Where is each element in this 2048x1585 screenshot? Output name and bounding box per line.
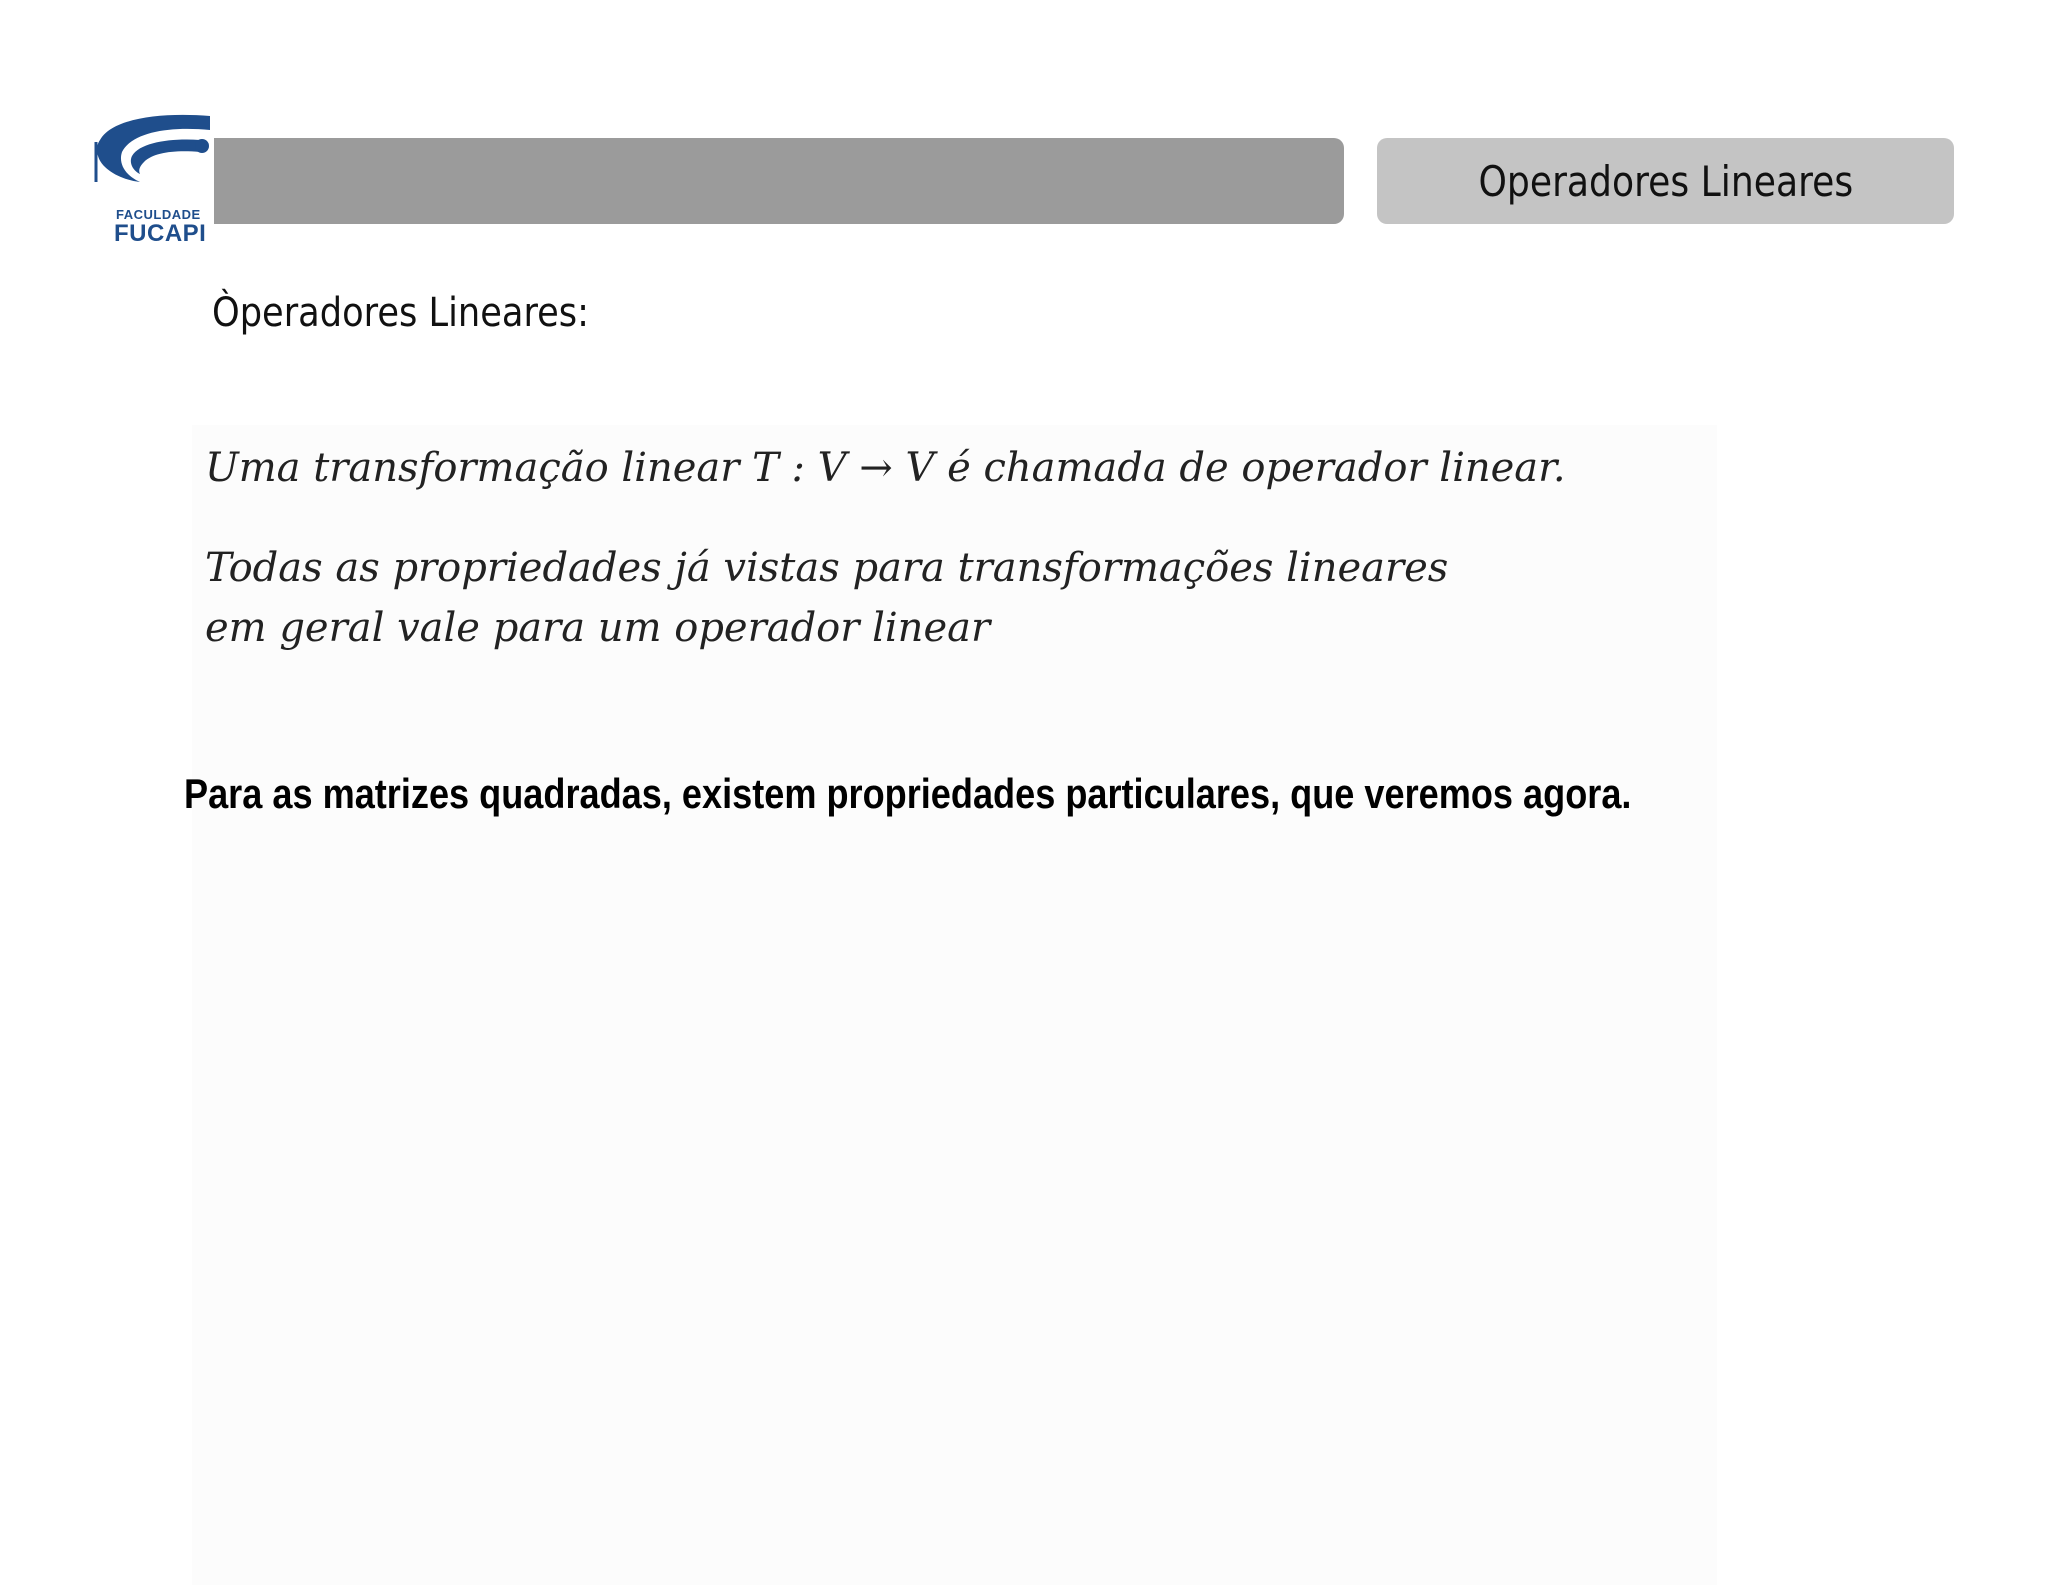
math-image-panel [192,425,1717,1585]
statement-text: Para as matrizes quadradas, existem propriedades particulares, que veremos agora. [184,770,1632,817]
header-bar [214,138,1344,224]
logo-text-fucapi: FUCAPI [114,220,207,247]
properties-text-line2: em geral vale para um operador linear [205,605,991,651]
definition-text: Uma transformação linear T : V → V é chamada de operador linear. [205,445,1566,491]
properties-text-line1: Todas as propriedades já vistas para transformações lineares [205,545,1449,591]
fucapi-logo [92,112,216,252]
logo-swoosh-icon [92,112,216,212]
logo-text-faculdade: FACULDADE [116,207,201,222]
section-heading: Òperadores Lineares: [212,290,589,336]
header-title-box [1377,138,1954,224]
header-title: Operadores Lineares [1478,156,1853,206]
